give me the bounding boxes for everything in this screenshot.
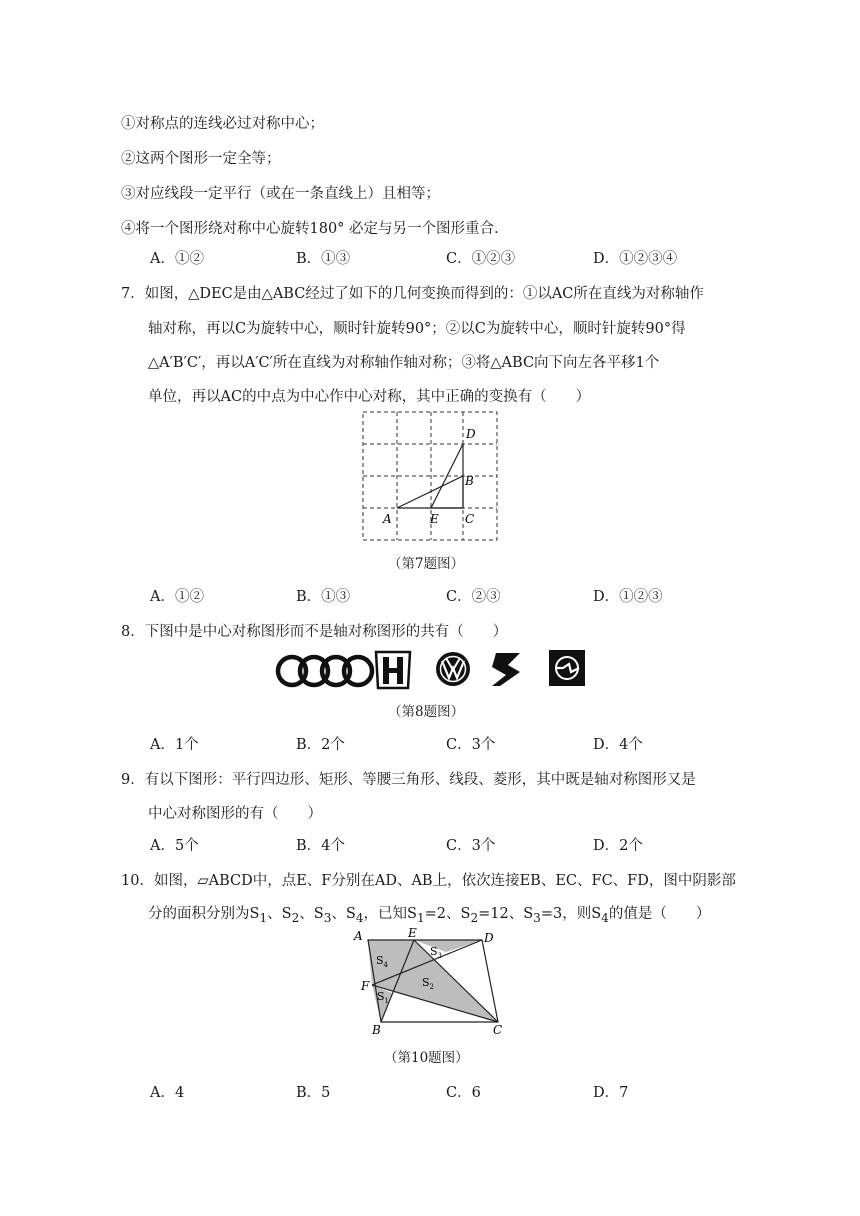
q8-option-b: B．2个 (296, 737, 345, 753)
q10-option-a: A．4 (150, 1085, 185, 1101)
q10-line-2: 分的面积分别为$S_1$、$S_2$、$S_3$、$S_4$，已知$S_1=2$、$S_2=12$、$S_3=3$，则$S_4$的值是（ ） (148, 906, 711, 925)
q8-logos (270, 644, 590, 692)
q10-option-b: B．5 (296, 1085, 331, 1101)
q7-figure (355, 408, 505, 544)
q10-label-c: C (493, 1023, 503, 1037)
q9-option-a: A．5个 (150, 838, 199, 854)
q7-line-3: △A′B′C′，再以A′C′所在直线为对称轴作轴对称；③将△ABC向下向左各平移1个 (148, 355, 660, 371)
q10-option-c: C．6 (446, 1085, 481, 1101)
q7-caption: （第7题图） (388, 556, 465, 572)
q6-item-3: ③对应线段一定平行（或在一条直线上）且相等； (121, 186, 440, 202)
q6-option-d: D．①②③④ (593, 251, 678, 267)
q10-label-s1: $S_1$ (377, 990, 390, 1005)
q9-line-1: 9．有以下图形：平行四边形、矩形、等腰三角形、线段、菱形，其中既是轴对称图形又是 (121, 772, 696, 788)
q7-label-b: B (465, 474, 474, 488)
q10-label-e: E (408, 926, 417, 940)
q7-label-c: C (465, 512, 475, 526)
q7-line-2: 轴对称，再以C为旋转中心，顺时针旋转90°；②以C为旋转中心，顺时针旋转90°得 (148, 321, 686, 337)
q6-option-c: C．①②③ (446, 251, 516, 267)
q9-option-b: B．4个 (296, 838, 345, 854)
q7-option-b: B．①③ (296, 589, 351, 605)
q6-item-4: ④将一个图形绕对称中心旋转180° 必定与另一个图形重合. (121, 221, 499, 237)
q6-option-b: B．①③ (296, 251, 351, 267)
q6-item-2: ②这两个图形一定全等； (121, 151, 281, 167)
q10-label-d: D (484, 931, 494, 945)
q9-option-c: C．3个 (446, 838, 496, 854)
audi-logo (278, 657, 372, 685)
suzuki-logo (492, 653, 520, 686)
q10-caption: （第10题图） (384, 1050, 469, 1066)
q9-line-2: 中心对称图形的有（ ） (148, 806, 322, 822)
q7-line-1: 7．如图，△DEC是由△ABC经过了如下的几何变换而得到的：①以AC所在直线为对称轴作 (121, 286, 704, 302)
q8-option-c: C．3个 (446, 737, 496, 753)
q10-line-1: 10．如图，▱ABCD中，点E、F分别在AD、AB上，依次连接EB、EC、FC、FD，图中阴影部 (121, 873, 736, 889)
opel-logo (549, 650, 585, 686)
q10-figure (350, 926, 520, 1038)
q8-line: 8．下图中是中心对称图形而不是轴对称图形的共有（ ） (121, 624, 508, 640)
q10-label-b: B (372, 1023, 381, 1037)
q10-option-d: D．7 (593, 1085, 629, 1101)
q7-label-a: A (383, 512, 392, 526)
honda-logo (376, 652, 410, 688)
q10-label-f: F (361, 979, 370, 993)
q7-option-c: C．②③ (446, 589, 501, 605)
q10-label-s3: $S_3$ (430, 945, 443, 960)
volkswagen-logo (436, 652, 470, 686)
q7-label-d: D (466, 427, 476, 441)
q7-label-e: E (430, 512, 439, 526)
q10-label-a: A (354, 929, 363, 943)
q7-option-d: D．①②③ (593, 589, 663, 605)
q7-line-4: 单位，再以AC的中点为中心作中心对称，其中正确的变换有（ ） (148, 389, 591, 405)
q6-item-1: ①对称点的连线必过对称中心； (121, 116, 324, 132)
q8-option-d: D．4个 (593, 737, 643, 753)
q7-option-a: A．①② (150, 589, 204, 605)
q10-label-s2: $S_2$ (422, 976, 435, 991)
q9-option-d: D．2个 (593, 838, 643, 854)
q8-caption: （第8题图） (388, 704, 465, 720)
q10-label-s4: $S_4$ (376, 954, 389, 969)
q6-option-a: A．①② (150, 251, 204, 267)
q8-option-a: A．1个 (150, 737, 199, 753)
